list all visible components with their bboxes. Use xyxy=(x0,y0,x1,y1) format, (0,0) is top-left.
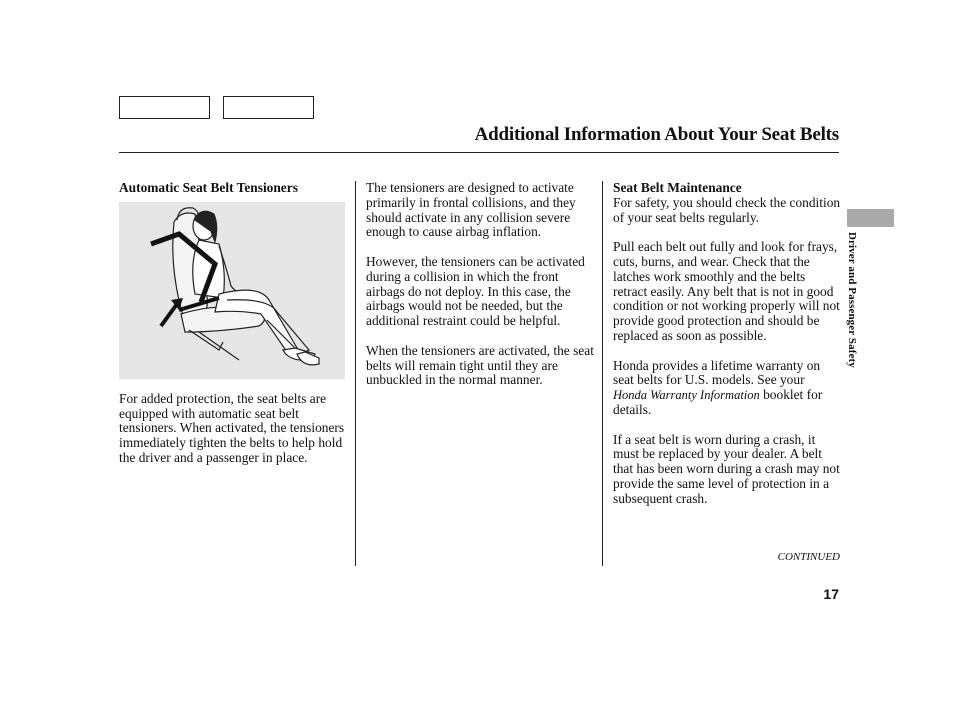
page-title: Additional Information About Your Seat Belts xyxy=(474,124,839,145)
section-tab xyxy=(847,209,894,227)
column-1 xyxy=(119,181,345,481)
crash-replacement-paragraph: If a seat belt is worn during a crash, it must be replaced by your dealer. A belt that has been worn during a crash may not provide the same level of protection in a subsequent crash. xyxy=(613,431,840,506)
column-3 xyxy=(613,181,841,521)
column-divider-2 xyxy=(602,181,603,566)
warranty-booklet-title: Honda Warranty Information xyxy=(613,388,760,403)
continued-label: CONTINUED xyxy=(777,551,840,563)
column-2 xyxy=(366,181,596,403)
page-number: 17 xyxy=(823,586,839,602)
nav-box-next[interactable] xyxy=(223,96,314,119)
column-divider-1 xyxy=(355,181,356,566)
nav-box-previous[interactable] xyxy=(119,96,210,119)
tensioners-heading: Automatic Seat Belt Tensioners xyxy=(119,180,298,195)
tensioners-activation-paragraph: However, the tensioners can be activated during a collision in which the front airbags do not deploy. In this case, the airbags would not be needed, but the additional restraint could be helpful. xyxy=(366,253,585,329)
maintenance-heading: Seat Belt Maintenance xyxy=(613,180,742,195)
warranty-text-end: booklet for details. xyxy=(613,387,823,417)
title-rule xyxy=(119,152,839,153)
tensioners-release-paragraph: When the tensioners are activated, the seat belts will remain tight until they are unbuckled in the normal manner. xyxy=(366,342,594,388)
section-label: Driver and Passenger Safety xyxy=(846,232,858,368)
maintenance-intro-paragraph: For safety, you should check the condition of your seat belts regularly. xyxy=(613,194,841,225)
warranty-paragraph xyxy=(613,359,841,418)
maintenance-inspection-paragraph: Pull each belt out fully and look for frays, cuts, burns, and wear. Check that the latches work smoothly and the belts retract easily. Any belt that is not in good condition or not working properly will not provide good protection and should be replaced as soon as possible. xyxy=(613,239,840,343)
tensioners-design-paragraph: The tensioners are designed to activate primarily in frontal collisions, and they should activate in any collision severe enough to cause airbag inflation. xyxy=(366,180,576,240)
tensioners-paragraph: For added protection, the seat belts are equipped with automatic seat belt tensioners. When activated, the tensioners immediately tighten the belts to help hold the driver and a passenger in place. xyxy=(119,390,345,465)
warranty-text-start: Honda provides a lifetime warranty on seat belts for U.S. models. See your xyxy=(613,357,821,388)
seat-belt-illustration xyxy=(119,202,345,379)
